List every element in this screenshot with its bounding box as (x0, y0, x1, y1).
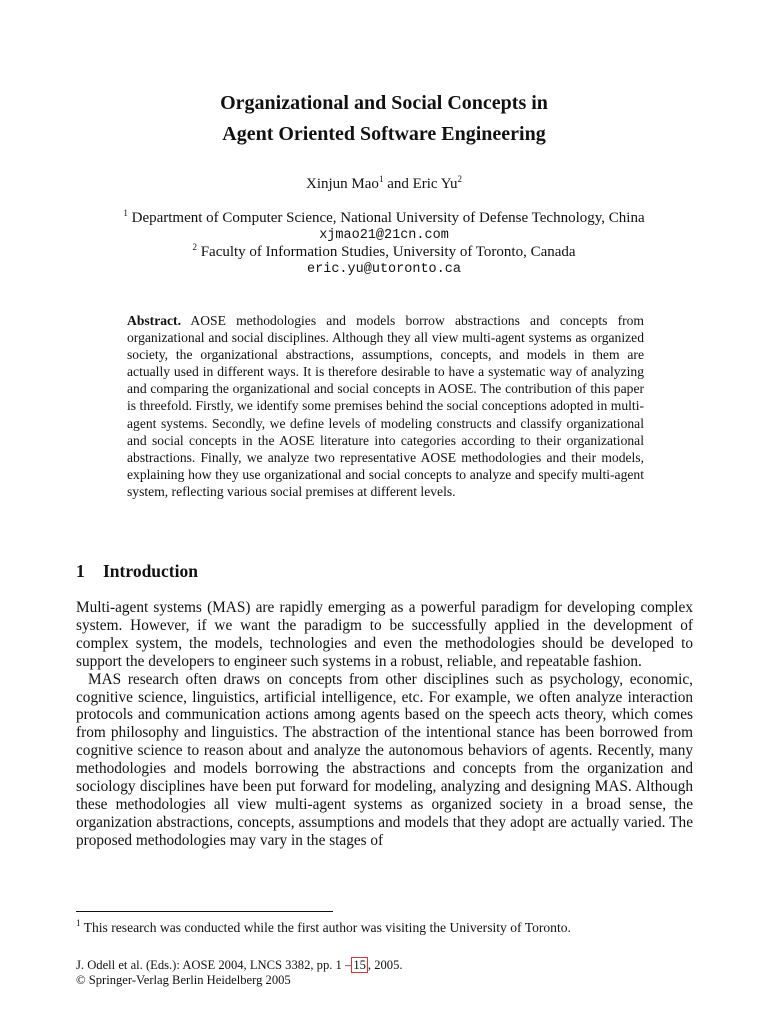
abstract (127, 312, 644, 500)
abstract-label: Abstract. (127, 313, 181, 328)
paragraph: Multi-agent systems (MAS) are rapidly emerging as a powerful paradigm for developing complex system. However, if we want the paradigm to be successfully applied in the development of complex system, the models, technologies and even the methodologies should be developed to support the developers to engineer such systems in a robust, reliable, and repeatable fashion. (76, 599, 693, 670)
paragraph: MAS research often draws on concepts from other disciplines such as psychology, economic, cognitive science, linguistics, artificial intelligence, etc. For example, we often analyze interaction protocols and communication actions among agents based on the speech acts theory, which comes from philosophy and linguistics. The abstraction of the intentional stance has been borrowed from cognitive science to reason about and analyze the autonomous behaviors of agents. Recently, many methodologies and models borrowing the abstractions and concepts from the organization and sociology disciplines have been put forward for modeling, analyzing and designing MAS. Although these methodologies all view multi-agent systems as organized society in a broad sense, the organization abstractions, concepts, assumptions and models that they adopt are actually varied. The proposed methodologies may vary in the stages of (76, 670, 693, 849)
footnote-mark: 1 (76, 918, 81, 928)
citation-line (76, 958, 403, 973)
body-text (76, 599, 693, 850)
affiliation-text: Faculty of Information Studies, University of Toronto, Canada (196, 244, 576, 260)
author-affiliation-mark: 1 (378, 174, 384, 184)
citation-block (76, 958, 403, 988)
title-line-1: Organizational and Social Concepts in (220, 92, 548, 114)
footnote-divider (76, 911, 333, 912)
author-name: Xinjun Mao (306, 176, 379, 192)
affiliation-mark: 1 (123, 208, 128, 218)
abstract-text: AOSE methodologies and models borrow abstractions and concepts from organizational and social disciplines. Although they all view multi-agent systems as organized society, the organizational abstractions, assumptions, concepts, and models in them are actually used in different ways. It is therefore desirable to have a systematic way of analyzing and comparing the organizational and social concepts in AOSE. The contribution of this paper is threefold. Firstly, we identify some premises behind the social conceptions adopted in multi-agent systems. Secondly, we define levels of modeling constructs and classify organizational and social concepts in the AOSE literature into categories according to their organizational abstractions. Finally, we analyze two representative AOSE methodologies and their models, explaining how they use organizational and social concepts to analyze and specify multi-agent system, reflecting various social premises at different levels. (127, 313, 644, 499)
affiliation-line (0, 244, 768, 261)
citation-suffix: , 2005. (367, 958, 403, 972)
affiliation-line (0, 210, 768, 227)
affiliation-mark: 2 (192, 242, 197, 252)
citation-prefix: J. Odell et al. (Eds.): AOSE 2004, LNCS 3382, pp. 1 – (76, 958, 352, 972)
footnote (76, 919, 571, 936)
author-conjunction: and (383, 176, 413, 192)
copyright-line: © Springer-Verlag Berlin Heidelberg 2005 (76, 973, 291, 987)
affiliations (0, 210, 768, 278)
page-link[interactable]: 15 (353, 958, 366, 972)
footnote-text: This research was conducted while the first author was visiting the University of Toronto. (80, 920, 571, 935)
affiliation-text: Department of Computer Science, National University of Defense Technology, China (127, 210, 645, 226)
section-heading (76, 561, 198, 582)
author-list (0, 174, 768, 194)
section-number: 1 (76, 561, 85, 581)
paper-title (0, 88, 768, 150)
author-email[interactable]: xjmao21@21cn.com (319, 228, 449, 243)
author-email[interactable]: eric.yu@utoronto.ca (307, 262, 461, 277)
title-line-2: Agent Oriented Software Engineering (222, 123, 546, 145)
author-name: Eric Yu (412, 176, 458, 192)
section-title: Introduction (103, 561, 198, 581)
author-affiliation-mark: 2 (457, 174, 462, 184)
